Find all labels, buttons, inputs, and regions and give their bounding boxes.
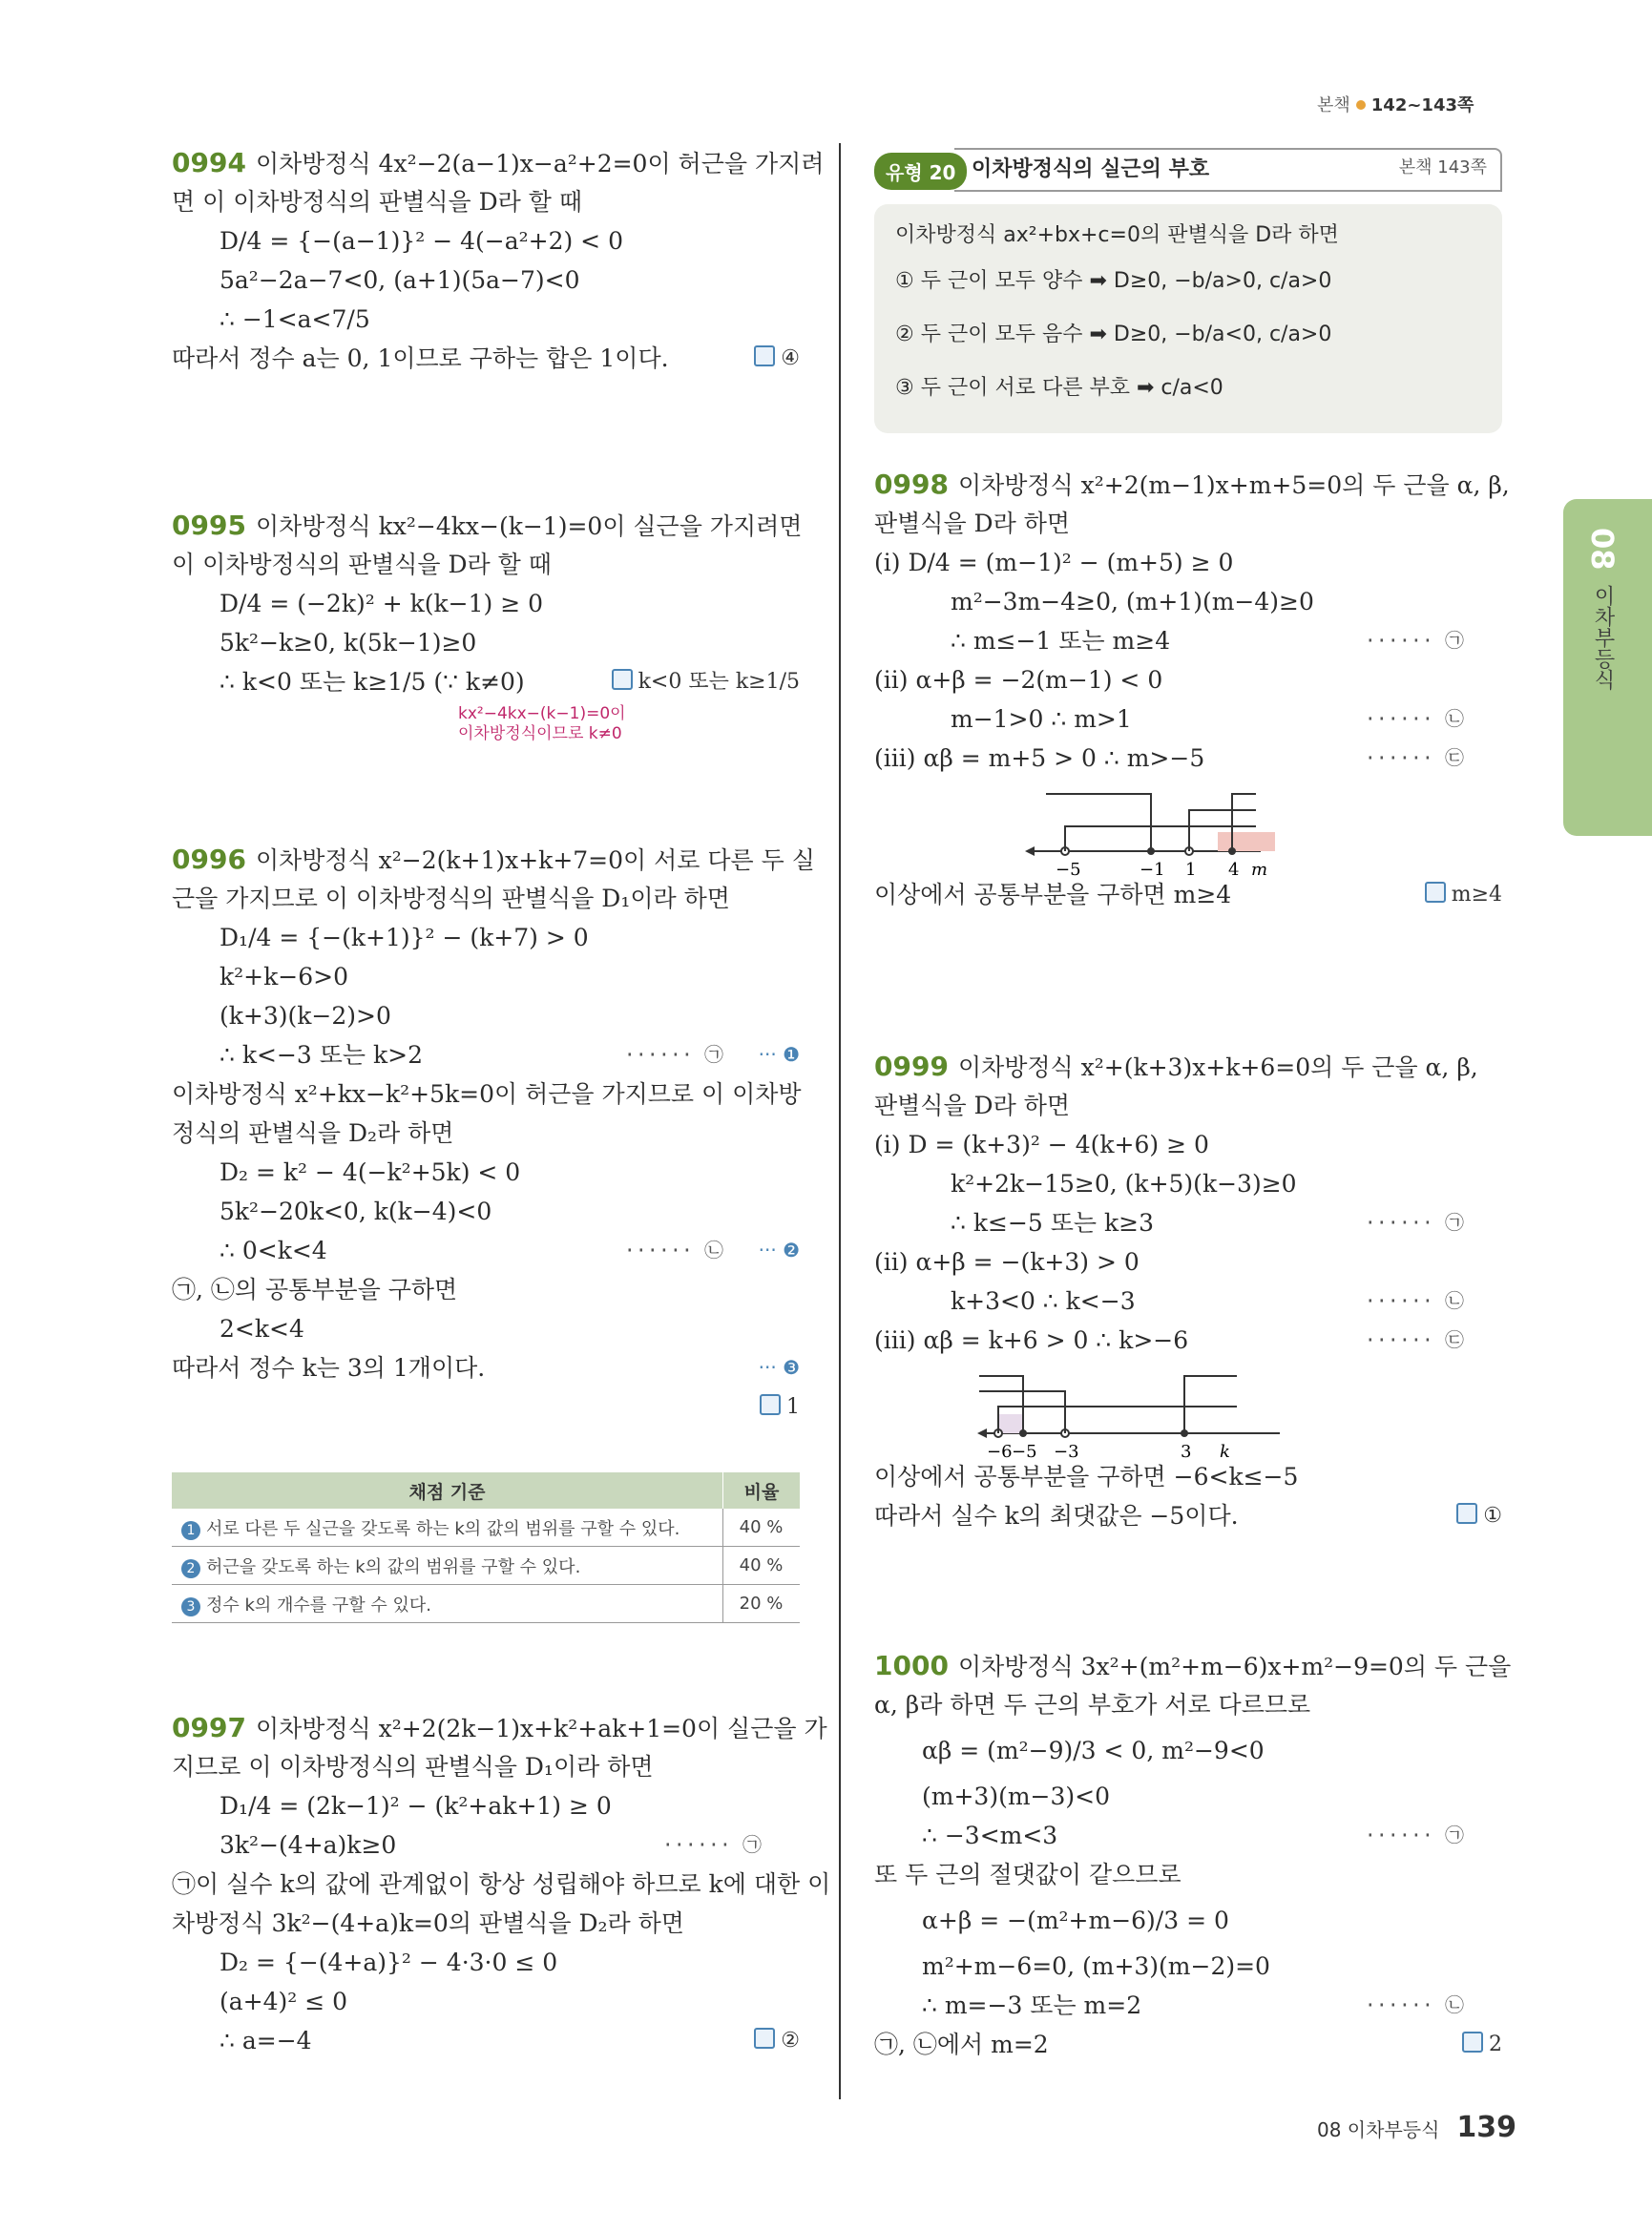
answer [760,1387,800,1427]
table-header: 비율 [723,1472,801,1509]
summary-line: ② 두 근이 모두 음수 ➡ D≥0, −b/a<0, c/a>0 [895,323,1332,346]
solution-line: ㉠, ㉡의 공통부분을 구하면 [172,1276,458,1303]
step-marker: ··· ❶ [758,1043,800,1066]
answer-value: 2 [1489,2033,1502,2056]
solution-line: ∴ −3<m<3 [922,1822,1058,1849]
step-marker: ··· ❷ [758,1239,800,1261]
answer-icon [1425,882,1446,903]
solution-line: (iii) αβ = m+5 > 0 ∴ m>−5 [874,744,1205,772]
solution-line: ∴ k<−3 또는 k>2 [220,1041,423,1069]
table-header: 채점 기준 [172,1472,723,1509]
solution-line: (a+4)² ≤ 0 [220,1988,348,2015]
problem-0995 [172,506,803,743]
answer-icon [1462,2032,1483,2053]
margin-note [458,704,626,744]
equation-tag: ······ ㉡ [1364,1993,1464,2016]
criterion-ratio: 40 % [723,1509,801,1547]
solution-line: ∴ m≤−1 또는 m≥4 [951,627,1171,655]
solution-line: 이차방정식 3x²+(m²+m−6)x+m²−9=0의 두 근을 [957,1653,1512,1680]
answer-value: ① [1483,1504,1502,1528]
solution-line: α+β = −(m²+m−6)/3 = 0 [922,1907,1229,1934]
solution-line: 정식의 판별식을 D₂라 하면 [172,1119,454,1147]
solution-line: D₁/4 = (2k−1)² − (k²+ak+1) ≥ 0 [220,1792,612,1820]
solution-line: (ii) α+β = −(k+3) > 0 [874,1248,1140,1276]
page-footer [1317,2111,1516,2144]
chapter-tab[interactable] [1563,499,1652,836]
solution-line: D₂ = k² − 4(−k²+5k) < 0 [220,1158,521,1186]
solution-line: ∴ k<0 또는 k≥1/5 (∵ k≠0) [220,668,525,696]
solution-line: 따라서 실수 k의 최댓값은 −5이다. [874,1502,1239,1530]
solution-line: 근을 가지므로 이 이차방정식의 판별식을 D₁이라 하면 [172,885,730,912]
axis-tick-label: −3 [1054,1442,1079,1462]
book-pages: 142~143쪽 [1370,95,1474,115]
page-number: 139 [1456,2111,1517,2144]
answer-value: m≥4 [1451,883,1502,907]
problem-0996 [172,840,815,1427]
solution-line: (i) D = (k+3)² − 4(k+6) ≥ 0 [874,1131,1209,1158]
answer [1425,875,1502,914]
equation-tag: ······ ㉢ [1364,746,1464,769]
solution-line: m²+m−6=0, (m+3)(m−2)=0 [922,1952,1270,1980]
type-book-page: 본책 143쪽 [1398,157,1487,177]
solution-line: 이차방정식 4x²−2(a−1)x−a²+2=0이 허근을 가지려 [255,150,825,177]
number-line-0999 [970,1366,1285,1462]
solution-line: 면 이 이차방정식의 판별식을 D라 할 때 [172,188,582,216]
note-line: kx²−4kx−(k−1)=0이 [458,704,626,723]
equation-tag: ······ ㉡ [1364,1289,1464,1312]
footer-chapter: 08 이차부등식 [1317,2118,1440,2141]
solution-line: k+3<0 ∴ k<−3 [951,1287,1136,1315]
problem-number: 0998 [874,469,949,500]
equation-tag: ······ ㉠ [1364,1211,1464,1234]
answer [1456,1496,1502,1535]
problem-0997 [172,1708,831,2060]
chapter-label: 이차부등식 [1591,585,1615,690]
summary-line: ① 두 근이 모두 양수 ➡ D≥0, −b/a>0, c/a>0 [895,269,1332,293]
axis-tick-label: 3 [1181,1442,1192,1462]
solution-line: 5k²−20k<0, k(k−4)<0 [220,1198,492,1225]
equation-tag: ······ ㉡ [1364,707,1464,730]
solution-line: 이차방정식 kx²−4kx−(k−1)=0이 실근을 가지려면 [255,512,803,540]
criterion-text: 정수 k의 개수를 구할 수 있다. [206,1595,432,1616]
answer [1462,2025,1502,2064]
solution-line: 이상에서 공통부분을 구하면 m≥4 [874,881,1232,908]
solution-line: 판별식을 D라 하면 [874,510,1070,537]
solution-line: 따라서 정수 k는 3의 1개이다. [172,1354,486,1382]
solution-line: 이상에서 공통부분을 구하면 −6<k≤−5 [874,1463,1299,1491]
equation-tag: ······ ㉠ [1364,1824,1464,1846]
table-row [172,1585,800,1623]
summary-box [874,204,1502,433]
solution-line: 이차방정식 x²+2(2k−1)x+k²+ak+1=0이 실근을 가 [255,1715,827,1742]
number-line-0998 [1017,784,1268,880]
solution-line: ㉠, ㉡에서 m=2 [874,2031,1049,2058]
table-row [172,1509,800,1547]
axis-tick-label: 4 [1228,860,1240,880]
axis-tick-label: 1 [1185,860,1197,880]
solution-line: k²+2k−15≥0, (k+5)(k−3)≥0 [951,1170,1297,1198]
dot-icon [1356,100,1366,110]
axis-tick-label: k [1220,1442,1230,1462]
type-title: 이차방정식의 실근의 부호 [954,148,1502,192]
equation-tag: ······ ㉠ [623,1043,723,1066]
solution-line: 5a²−2a−7<0, (a+1)(5a−7)<0 [220,266,580,294]
answer-icon [754,345,775,366]
criterion-text: 허근을 갖도록 하는 k의 값의 범위를 구할 수 있다. [206,1556,581,1577]
solution-line: 2<k<4 [220,1315,304,1343]
solution-line: D₁/4 = {−(k+1)}² − (k+7) > 0 [220,924,589,951]
problem-0994 [172,143,825,378]
solution-line: D₂ = {−(4+a)}² − 4·3·0 ≤ 0 [220,1949,558,1976]
step-number: 1 [181,1521,200,1540]
answer-icon [612,669,633,690]
criterion-ratio: 40 % [723,1547,801,1585]
solution-line: ∴ a=−4 [220,2027,312,2054]
solution-line: α, β라 하면 두 근의 부호가 서로 다르므로 [874,1691,1311,1719]
solution-line: k²+k−6>0 [220,963,348,990]
solution-line: 이차방정식 x²−2(k+1)x+k+7=0이 서로 다른 두 실 [255,846,815,874]
step-number: 2 [181,1559,200,1578]
answer-icon [754,2028,775,2049]
solution-line: ∴ 0<k<4 [220,1237,327,1264]
solution-line: m−1>0 ∴ m>1 [951,705,1132,733]
equation-tag: ······ ㉠ [1364,629,1464,652]
solution-line: 이차방정식 x²+kx−k²+5k=0이 허근을 가지므로 이 이차방 [172,1080,802,1108]
criterion-text: 서로 다른 두 실근을 갖도록 하는 k의 값의 범위를 구할 수 있다. [206,1518,680,1539]
column-divider [839,143,841,2099]
solution-line: 따라서 정수 a는 0, 1이므로 구하는 합은 1이다. [172,344,669,372]
answer-icon [760,1394,781,1415]
solution-line: m²−3m−4≥0, (m+1)(m−4)≥0 [951,588,1314,615]
solution-line: αβ = (m²−9)/3 < 0, m²−9<0 [922,1737,1265,1764]
solution-line: 이 이차방정식의 판별식을 D라 할 때 [172,551,552,578]
solution-line: ∴ −1<a<7/5 [220,305,370,333]
problem-number: 0994 [172,147,246,178]
axis-tick-label: −6 [987,1442,1013,1462]
solution-line: 이차방정식 x²+(k+3)x+k+6=0의 두 근을 α, β, [957,1053,1478,1081]
book-reference [1317,92,1474,116]
criterion-ratio: 20 % [723,1585,801,1623]
axis-tick-label: −5 [1056,860,1081,880]
solution-line: ∴ m=−3 또는 m=2 [922,1991,1142,2019]
solution-line: ㉠이 실수 k의 값에 관계없이 항상 성립해야 하므로 k에 대한 이 [172,1870,831,1898]
problem-0998 [874,465,1510,908]
solution-line: (iii) αβ = k+6 > 0 ∴ k>−6 [874,1326,1189,1354]
problem-number: 0999 [874,1051,949,1082]
equation-tag: ······ ㉢ [1364,1328,1464,1351]
answer [754,2021,800,2060]
equation-tag: ······ ㉠ [661,1833,762,1856]
solution-line: D/4 = {−(a−1)}² − 4(−a²+2) < 0 [220,227,623,255]
step-marker: ··· ❸ [758,1356,800,1379]
solution-line: 또 두 근의 절댓값이 같으므로 [874,1861,1181,1888]
note-line: 이차방정식이므로 k≠0 [458,724,622,743]
problem-number: 1000 [874,1650,949,1681]
answer-value: 1 [786,1395,800,1419]
solution-line: D/4 = (−2k)² + k(k−1) ≥ 0 [220,590,543,617]
solution-line: (m+3)(m−3)<0 [922,1783,1110,1810]
summary-line: ③ 두 근이 서로 다른 부호 ➡ c/a<0 [895,376,1223,400]
solution-line: 차방정식 3k²−(4+a)k=0의 판별식을 D₂라 하면 [172,1909,684,1937]
problem-number: 0995 [172,510,246,541]
answer [754,339,800,378]
solution-line: ∴ k≤−5 또는 k≥3 [951,1209,1154,1237]
problem-number: 0997 [172,1712,246,1743]
solution-line: (i) D/4 = (m−1)² − (m+5) ≥ 0 [874,549,1234,576]
type-banner [874,143,1502,196]
summary-line: 이차방정식 ax²+bx+c=0의 판별식을 D라 하면 [895,223,1339,247]
answer-icon [1456,1503,1477,1524]
step-number: 3 [181,1597,200,1616]
type-pill: 유형 20 [874,153,967,190]
answer-value: k<0 또는 k≥1/5 [638,670,800,694]
solution-line: (ii) α+β = −2(m−1) < 0 [874,666,1163,694]
solution-line: 판별식을 D라 하면 [874,1092,1070,1119]
axis-tick-label: −1 [1140,860,1165,880]
solution-line: 5k²−k≥0, k(5k−1)≥0 [220,629,477,657]
solution-line: 이차방정식 x²+2(m−1)x+m+5=0의 두 근을 α, β, [957,471,1510,499]
axis-tick-label: m [1251,860,1268,880]
answer-value: ④ [781,346,800,370]
solution-line: (k+3)(k−2)>0 [220,1002,391,1030]
solution-line: 3k²−(4+a)k≥0 [220,1831,397,1859]
book-label: 본책 [1317,95,1350,115]
problem-1000 [874,1646,1512,2064]
axis-tick-label: −5 [1012,1442,1037,1462]
solution-line: 지므로 이 이차방정식의 판별식을 D₁이라 하면 [172,1753,654,1781]
table-row [172,1547,800,1585]
chapter-number: 08 [1584,528,1621,571]
answer-value: ② [781,2029,800,2053]
answer [612,662,800,701]
equation-tag: ······ ㉡ [623,1239,723,1261]
problem-0999 [874,1047,1502,1530]
scoring-table [172,1472,800,1623]
problem-number: 0996 [172,844,246,875]
